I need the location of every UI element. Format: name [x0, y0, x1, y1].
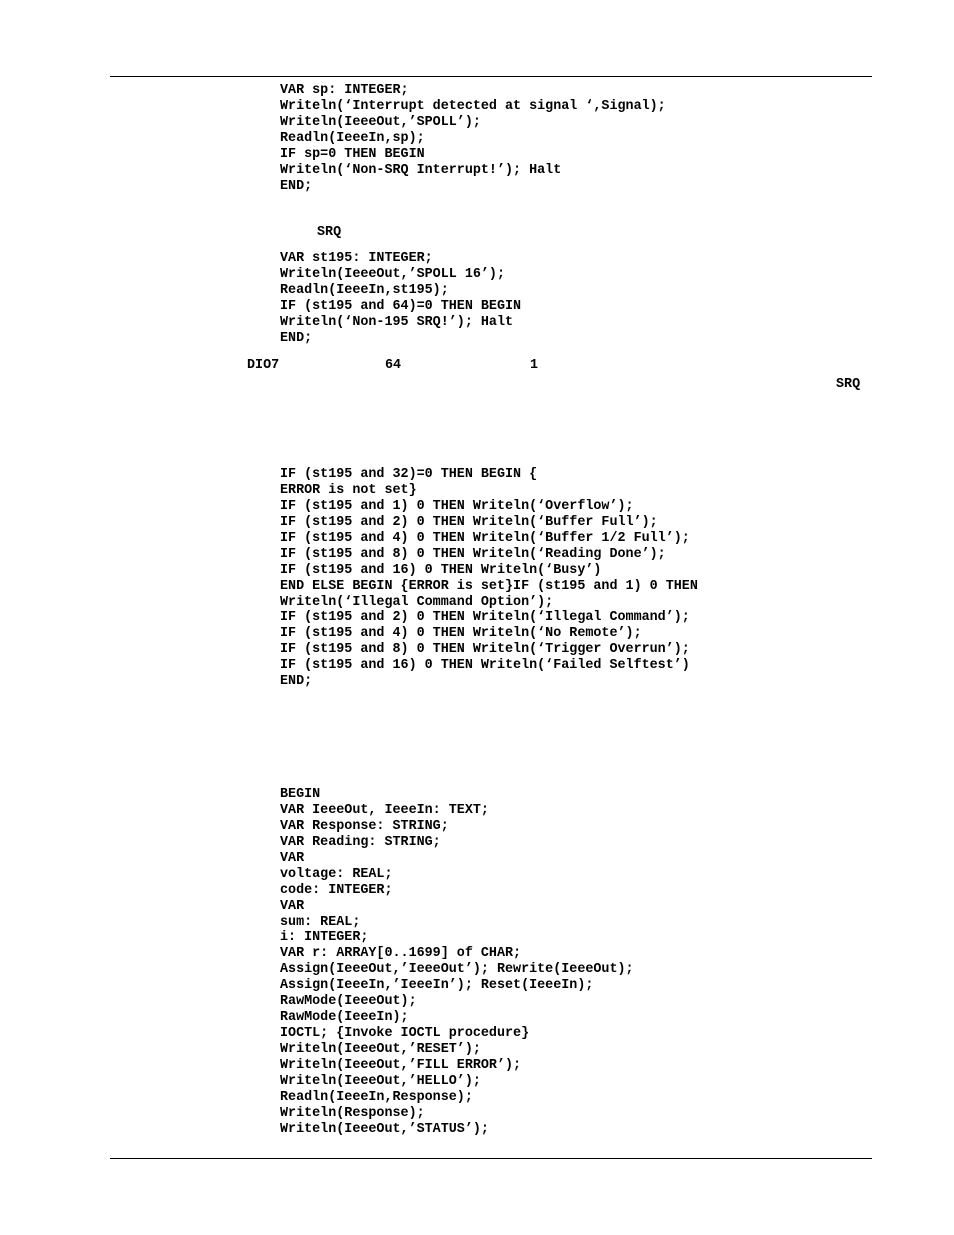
code-line: RawMode(IeeeIn); — [280, 1010, 409, 1026]
code-line: Writeln(‘Non-SRQ Interrupt!’); Halt — [280, 162, 562, 178]
code-line: IF (st195 and 16) 0 THEN Writeln(‘Busy’) — [280, 562, 602, 578]
code-line: IF sp=0 THEN BEGIN — [280, 146, 425, 162]
code-line: VAR Reading: STRING; — [280, 834, 441, 850]
code-line: IF (st195 and 1) 0 THEN Writeln(‘Overflow’); — [280, 498, 634, 514]
value-64-label: 64 — [385, 358, 402, 373]
code-line: Assign(IeeeIn,’IeeeIn’); Reset(IeeeIn); — [280, 978, 594, 994]
code-line: IF (st195 and 4) 0 THEN Writeln(‘Buffer 1/2 Full’); — [280, 530, 690, 546]
code-block-error-status — [280, 467, 698, 690]
srq-right-label: SRQ — [836, 377, 861, 392]
code-line: Writeln(‘Non-195 SRQ!’); Halt — [280, 314, 514, 330]
srq-label: SRQ — [317, 225, 342, 240]
code-line: Readln(IeeeIn,sp); — [280, 130, 425, 146]
code-block-serial-poll — [280, 251, 521, 347]
code-line: Writeln(IeeeOut,’RESET’); — [280, 1042, 481, 1057]
code-line: VAR sp: INTEGER; — [280, 83, 409, 98]
code-line: Readln(IeeeIn,st195); — [280, 282, 449, 298]
code-line: Writeln(IeeeOut,’SPOLL’); — [280, 114, 481, 130]
code-line: END; — [280, 178, 313, 194]
code-line: VAR — [280, 898, 305, 914]
code-line: Writeln(IeeeOut,’HELLO’); — [280, 1073, 481, 1089]
code-line: IF (st195 and 16) 0 THEN Writeln(‘Failed Selftest’) — [280, 658, 690, 674]
header-rule — [110, 76, 872, 77]
code-line: Writeln(Response); — [280, 1105, 425, 1121]
code-line: Readln(IeeeIn,Response); — [280, 1089, 473, 1105]
code-block-interrupt-check — [280, 83, 666, 195]
code-line: BEGIN — [280, 787, 321, 802]
code-line: IF (st195 and 8) 0 THEN Writeln(‘Trigger Overrun’); — [280, 642, 690, 658]
code-block-program-main — [280, 787, 634, 1138]
code-line: VAR Response: STRING; — [280, 818, 449, 834]
code-line: END; — [280, 330, 313, 346]
code-line: Assign(IeeeOut,’IeeeOut’); Rewrite(IeeeOut); — [280, 962, 634, 978]
value-1-label: 1 — [530, 358, 539, 373]
code-line: i: INTEGER; — [280, 930, 369, 946]
code-line: Writeln(‘Illegal Command Option’); — [280, 594, 554, 610]
code-line: Writeln(IeeeOut,’SPOLL 16’); — [280, 266, 505, 282]
code-line: IF (st195 and 2) 0 THEN Writeln(‘Illegal Command’); — [280, 610, 690, 626]
code-line: Writeln(IeeeOut,’STATUS’); — [280, 1121, 489, 1137]
dio7-label: DIO7 — [247, 358, 280, 373]
code-line: voltage: REAL; — [280, 866, 393, 882]
code-line: IF (st195 and 32)=0 THEN BEGIN { — [280, 467, 538, 482]
code-line: RawMode(IeeeOut); — [280, 994, 417, 1010]
code-line: IOCTL; {Invoke IOCTL procedure} — [280, 1026, 530, 1042]
code-line: END ELSE BEGIN {ERROR is set}IF (st195 and 1) 0 THEN — [280, 578, 698, 594]
code-line: IF (st195 and 2) 0 THEN Writeln(‘Buffer Full’); — [280, 514, 658, 530]
code-line: Writeln(‘Interrupt detected at signal ‘,Signal); — [280, 98, 666, 114]
code-line: VAR — [280, 850, 305, 866]
code-line: code: INTEGER; — [280, 882, 393, 898]
code-line: END; — [280, 674, 313, 690]
code-line: IF (st195 and 4) 0 THEN Writeln(‘No Remote’); — [280, 626, 642, 642]
code-line: VAR IeeeOut, IeeeIn: TEXT; — [280, 802, 489, 818]
code-line: ERROR is not set} — [280, 482, 417, 498]
code-line: VAR r: ARRAY[0..1699] of CHAR; — [280, 946, 522, 962]
code-line: IF (st195 and 8) 0 THEN Writeln(‘Reading Done’); — [280, 546, 666, 562]
code-line: VAR st195: INTEGER; — [280, 251, 433, 266]
code-line: sum: REAL; — [280, 914, 361, 930]
code-line: Writeln(IeeeOut,’FILL ERROR’); — [280, 1057, 522, 1073]
code-line: IF (st195 and 64)=0 THEN BEGIN — [280, 298, 522, 314]
footer-rule — [110, 1158, 872, 1159]
